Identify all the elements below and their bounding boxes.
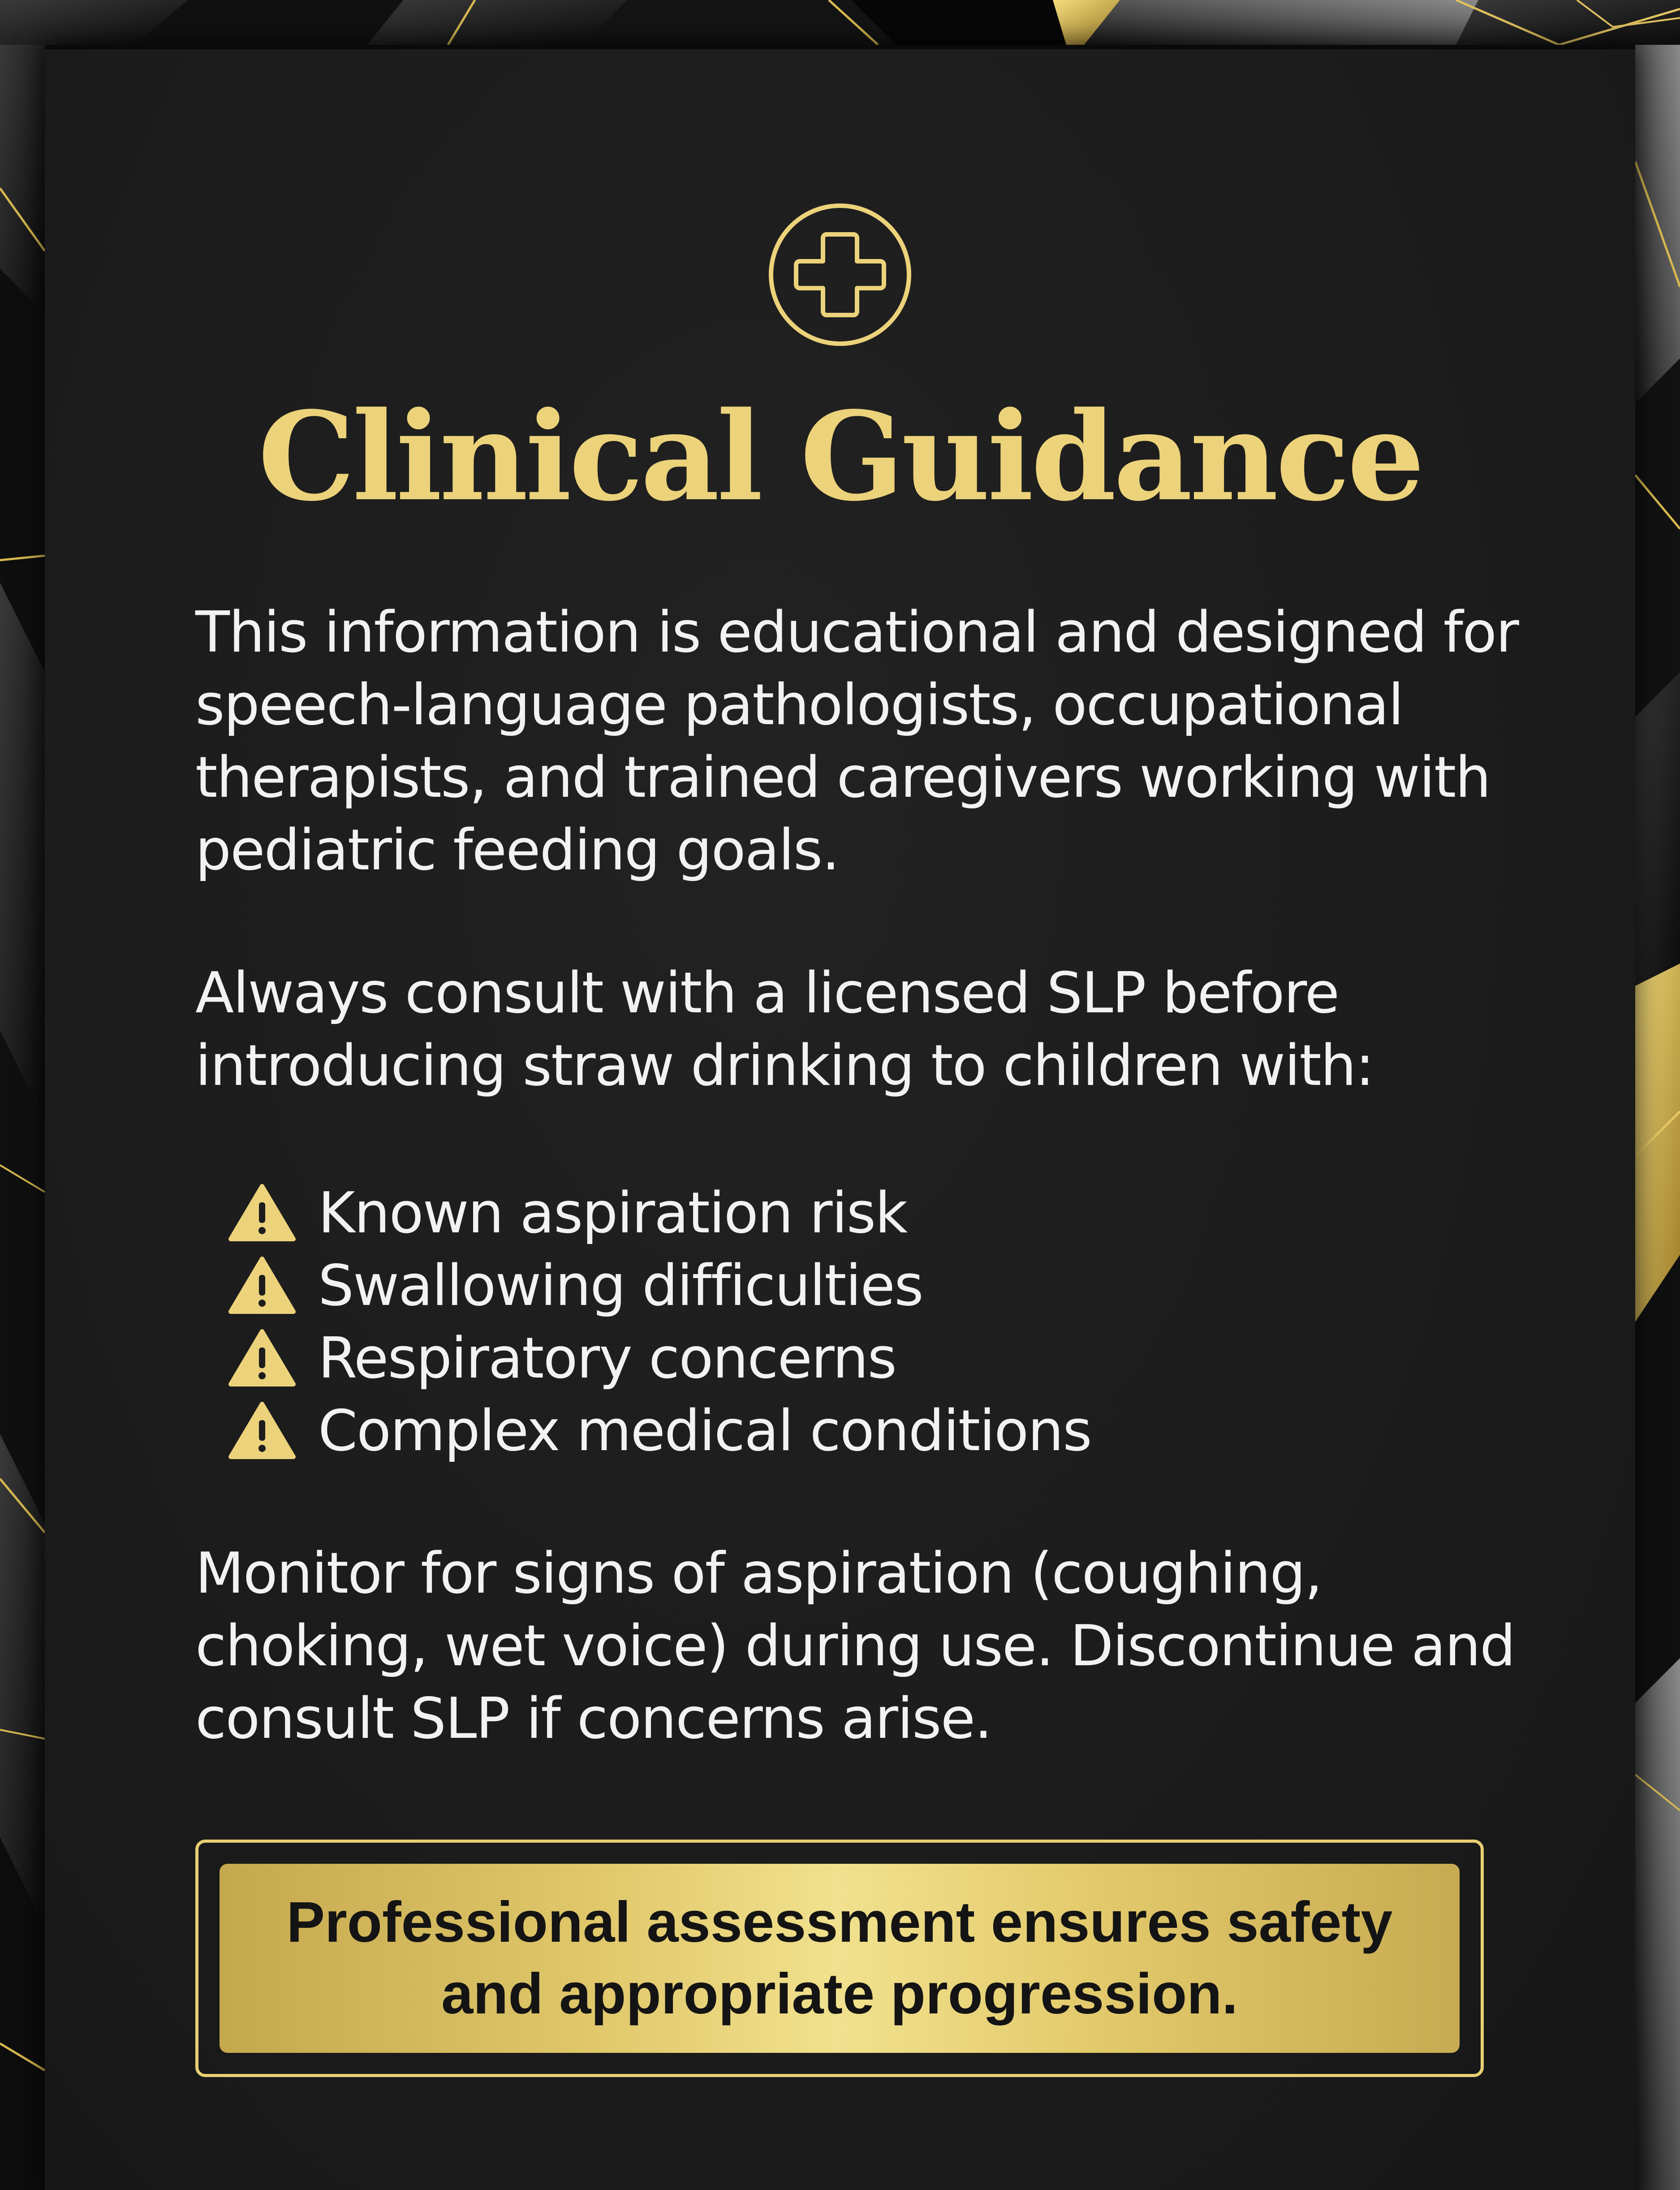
risk-label: Swallowing difficulties <box>318 1252 923 1318</box>
risk-label: Respiratory concerns <box>318 1325 896 1391</box>
warning-icon <box>228 1256 296 1314</box>
risk-label: Known aspiration risk <box>318 1179 907 1246</box>
page-title: Clinical Guidance <box>258 385 1422 528</box>
list-item <box>228 1176 1483 1249</box>
list-item <box>228 1322 1483 1394</box>
callout-text <box>260 1887 1420 2030</box>
callout-line-1: Professional assessment ensures safety <box>286 1890 1393 1954</box>
callout-line-2: and appropriate progression. <box>441 1962 1238 2026</box>
warning-icon <box>228 1401 296 1460</box>
list-item <box>228 1249 1483 1322</box>
list-item <box>228 1394 1483 1467</box>
risk-label: Complex medical conditions <box>318 1397 1091 1464</box>
consult-paragraph: Always consult with a licensed SLP before introducing straw drinking to children with: <box>195 960 1374 1098</box>
callout-plate <box>220 1864 1460 2053</box>
warning-icon <box>228 1329 296 1387</box>
medical-cross-icon <box>767 202 913 348</box>
warning-icon <box>228 1184 296 1242</box>
callout-box <box>195 1840 1484 2077</box>
risk-list <box>228 1176 1483 1467</box>
monitor-paragraph: Monitor for signs of aspiration (coughing, choking, wet voice) during use. Discontinue and consult SLP if concerns arise. <box>195 1540 1515 1751</box>
intro-paragraph: This information is educational and designed for speech-language pathologists, occupational therapists, and trained caregivers working with pediatric feeding goals. <box>195 599 1518 883</box>
